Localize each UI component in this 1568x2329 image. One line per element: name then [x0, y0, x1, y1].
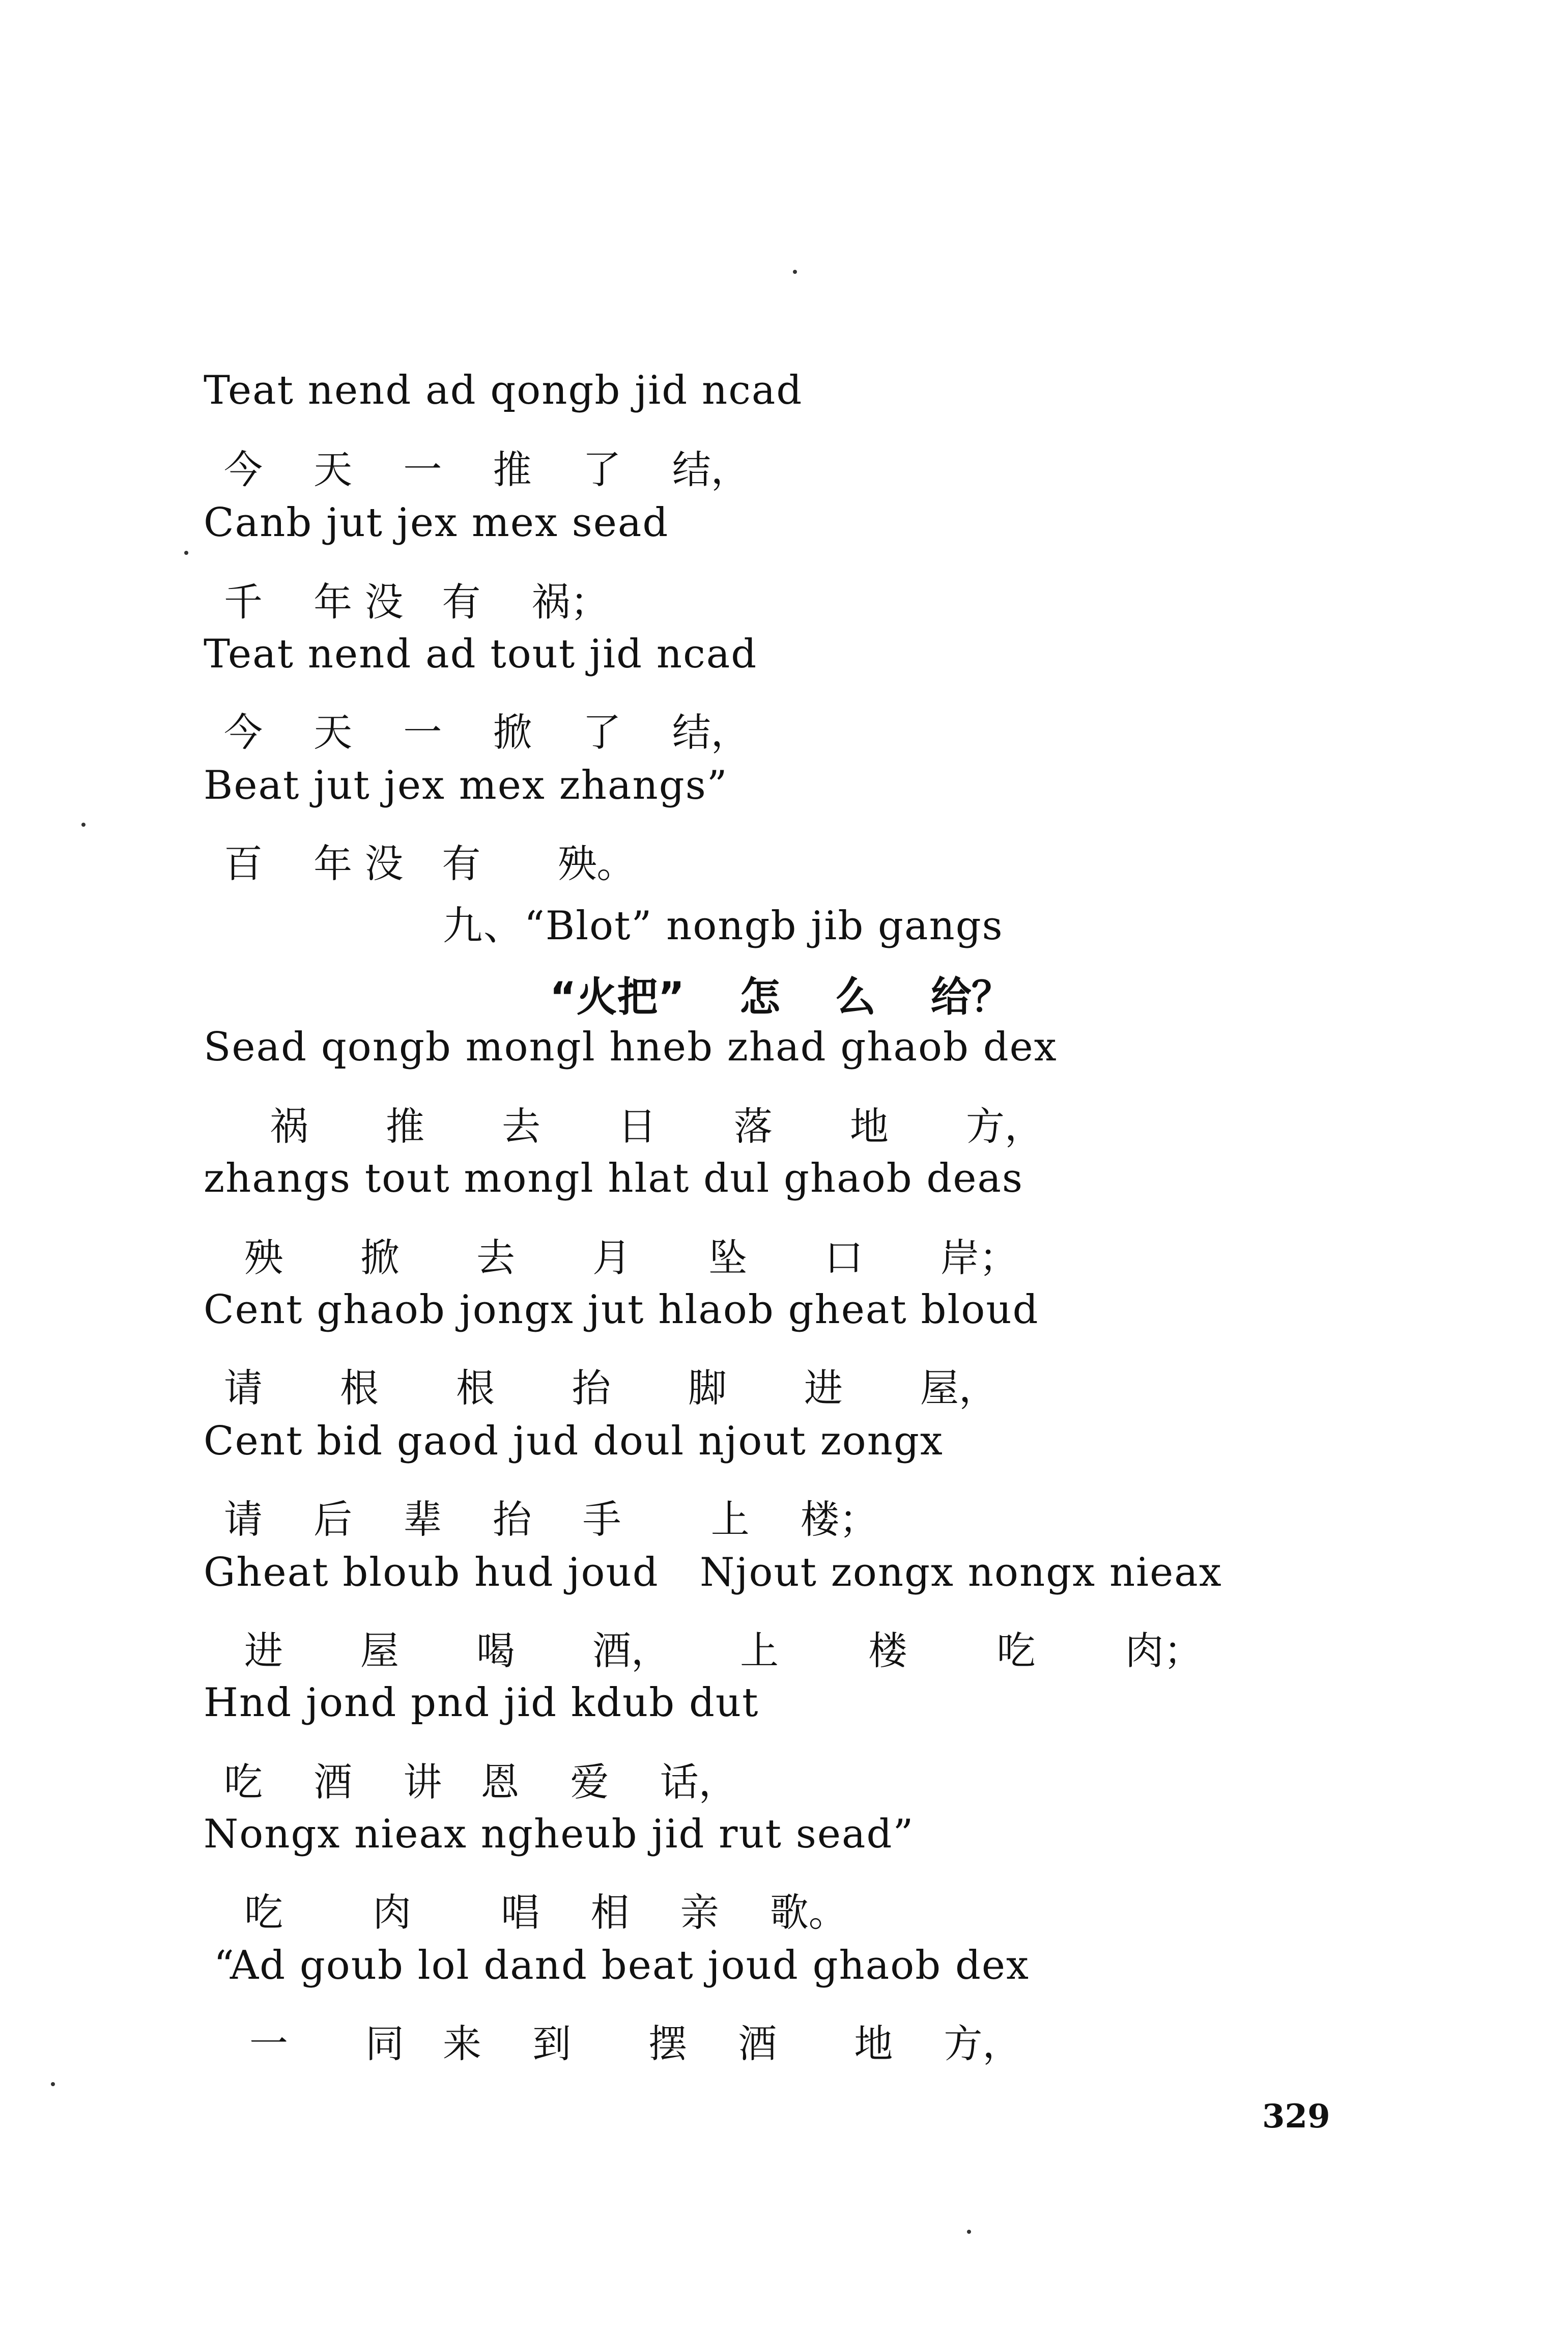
roman-line: Cent ghaob jongx jut hlaob gheat bloud [204, 1287, 1039, 1333]
section-heading-roman: 九、“Blot” nongb jib gangs [443, 903, 1004, 949]
hanzi-line: 祸 推 去 日 落 地 方， [270, 1104, 1043, 1149]
hanzi-line: 千 年 没 有 祸； [224, 579, 609, 625]
hanzi-line: 一 同 来 到 摆 酒 地 方， [249, 2021, 1021, 2066]
roman-line: Teat nend ad qongb jid ncad [204, 368, 803, 413]
roman-line: Gheat bloub hud joud Njout zongx nongx nieax [204, 1550, 1222, 1595]
scan-speck [51, 2082, 55, 2086]
scan-speck [81, 823, 85, 827]
hanzi-line: 今 天 一 推 了 结， [224, 447, 750, 492]
roman-line: “Ad goub lol dand beat joud ghaob dex [214, 1943, 1030, 1988]
hanzi-line: 吃 酒 讲 恩 爱 话， [224, 1759, 737, 1805]
scan-speck [793, 270, 797, 274]
roman-line: Canb jut jex mex sead [204, 500, 669, 546]
roman-line: Cent bid gaod jud doul njout zongx [204, 1418, 944, 1464]
hanzi-line: 百 年 没 有 殃。 [224, 841, 636, 886]
hanzi-line: 请 后 辈 抬 手 上 楼； [224, 1497, 878, 1542]
hanzi-line: 吃 肉 唱 相 亲 歌。 [244, 1890, 847, 1935]
hanzi-line: 请 根 根 抬 脚 进 屋， [224, 1365, 997, 1411]
roman-line: Sead qongb mongl hneb zhad ghaob dex [204, 1024, 1058, 1070]
roman-line: Nongx nieax ngheub jid rut sead” [204, 1811, 915, 1857]
roman-line: Teat nend ad tout jid ncad [204, 631, 758, 677]
hanzi-line: 进 屋 喝 酒， 上 楼 吃 肉； [244, 1628, 1203, 1673]
hanzi-line: 殃 掀 去 月 坠 口 岸； [244, 1235, 1018, 1280]
roman-line: Hnd jond pnd jid kdub dut [204, 1680, 759, 1726]
section-heading-hanzi: “火把” 怎 么 给？ [550, 973, 1012, 1021]
page-number: 329 [1262, 2097, 1330, 2136]
scan-speck [967, 2230, 971, 2234]
roman-line: Beat jut jex mex zhangs” [204, 763, 728, 808]
roman-line: zhangs tout mongl hlat dul ghaob deas [204, 1156, 1024, 1201]
scan-speck [184, 551, 188, 555]
hanzi-line: 今 天 一 掀 了 结， [224, 710, 750, 755]
